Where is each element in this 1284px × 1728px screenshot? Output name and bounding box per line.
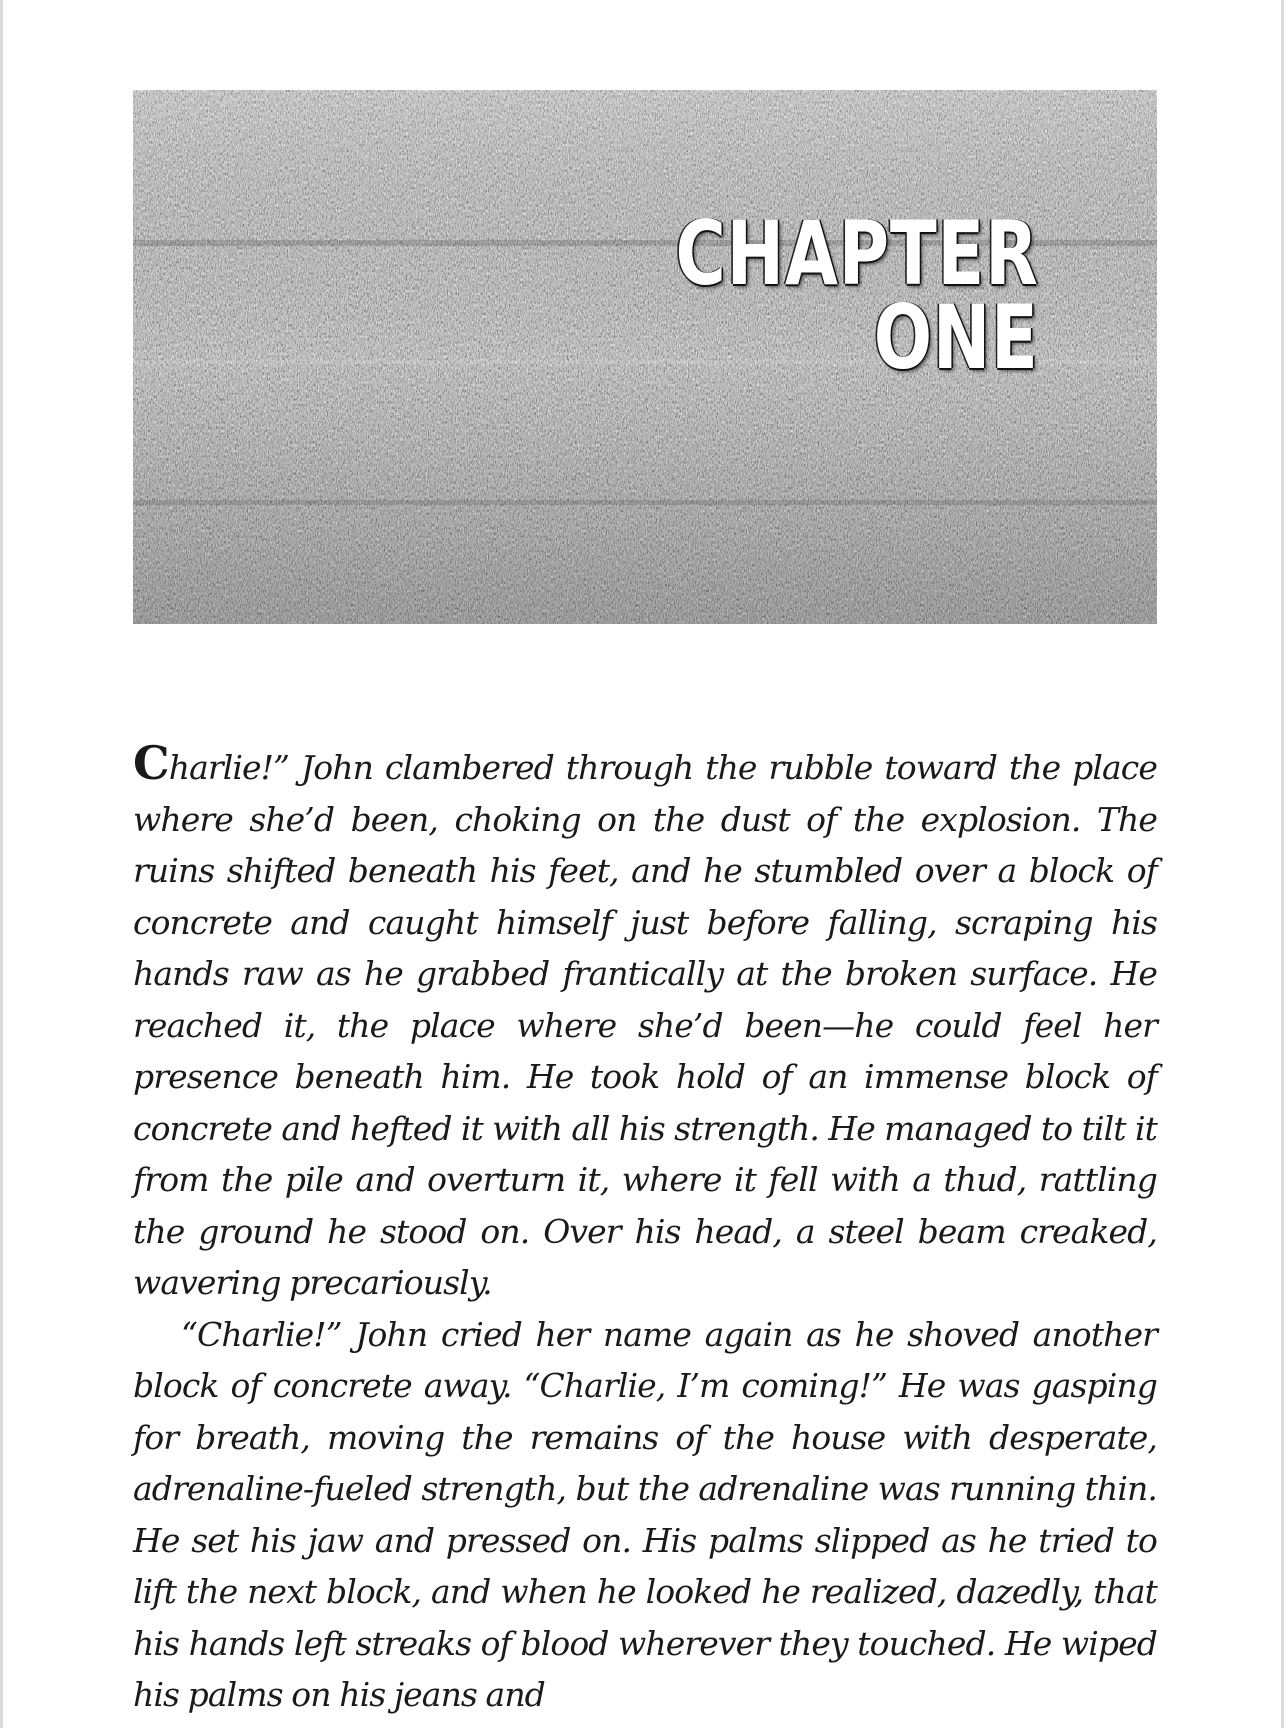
chapter-title-line2: ONE [873,286,1039,389]
chapter-body [133,738,1157,1721]
drop-cap: C [133,736,169,790]
chapter-title [675,202,1039,389]
paragraph-1-text: harlie!” John clambered through the rubble toward the place where she’d been, choking on the dust of the explosion. The ruins shifted beneath his feet, and he stumbled over a block of concrete and caught himself just before falling, scraping his hands raw as he grabbed frantically at the broken surface. He reached it, the place where she’d been—he could feel her presence beneath him. He took hold of an immense block of concrete and hefted it with all his strength. He managed to tilt it from the pile and overturn it, where it fell with a thud, rattling the ground he stood on. Over his head, a steel beam creaked, wavering precariously. [133,748,1157,1302]
paragraph-2: “Charlie!” John cried her name again as he shoved another block of concrete away. “Charlie, I’m coming!” He was gasping for breath, moving the remains of the house with desperate, adrenaline-fueled strength, but the adrenaline was running thin. He set his jaw and pressed on. His palms slipped as he tried to lift the next block, and when he looked he realized, dazedly, that his hands left streaks of blood wherever they touched. He wiped his palms on his jeans and [133,1314,1157,1714]
chapter-banner-image [133,90,1157,624]
paragraph-1 [133,738,1157,1309]
chapter-title-line1: CHAPTER [675,202,1039,305]
